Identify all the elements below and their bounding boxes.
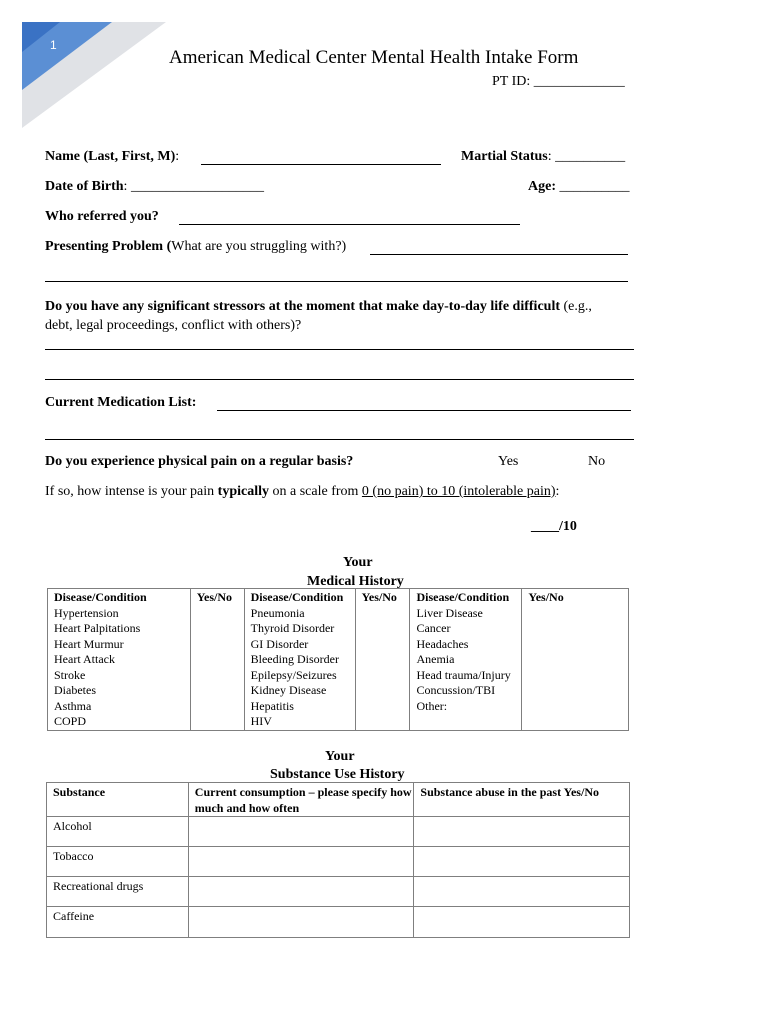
condition-item: Heart Murmur xyxy=(54,636,124,651)
medical-yesno1-cell[interactable] xyxy=(190,589,244,731)
marital-row xyxy=(461,149,625,165)
stressors-question xyxy=(45,299,592,315)
pt-id-label: PT ID: xyxy=(492,74,534,89)
medical-history-heading-line2: Medical History xyxy=(307,574,404,589)
age-label: Age: xyxy=(528,179,560,194)
substance-row-label: Tobacco xyxy=(47,847,189,877)
condition-item[interactable]: Other: xyxy=(416,698,448,713)
yesno2-header: Yes/No xyxy=(361,590,397,604)
current-consumption-cell[interactable] xyxy=(188,907,414,938)
condition-item: Head trauma/Injury xyxy=(416,667,511,682)
name-row xyxy=(45,149,179,165)
pt-id-field[interactable] xyxy=(492,74,625,90)
medical-col3-cell xyxy=(410,589,522,731)
medication-label: Current Medication List: xyxy=(45,395,197,410)
condition-item: Hypertension xyxy=(54,605,119,620)
substance-row-label: Recreational drugs xyxy=(47,877,189,907)
stressors-examples: debt, legal proceedings, conflict with others)? xyxy=(45,318,302,333)
condition-item: HIV xyxy=(250,714,272,728)
name-colon: : xyxy=(175,149,180,164)
condition-item: Anemia xyxy=(416,652,455,666)
yesno1-header: Yes/No xyxy=(196,590,233,604)
name-input-line[interactable] xyxy=(201,164,441,165)
condition-item: Epilepsy/Seizures xyxy=(250,667,337,682)
dob-row xyxy=(45,179,264,195)
past-abuse-cell[interactable] xyxy=(414,877,630,907)
medical-col1-cell xyxy=(48,589,191,731)
pain-scale-text xyxy=(45,484,559,500)
medical-col2-cell xyxy=(244,589,355,731)
substance-header: Substance xyxy=(47,783,189,817)
dob-colon: : xyxy=(123,179,131,194)
marital-colon: : xyxy=(547,149,556,164)
pt-id-blank[interactable]: _____________ xyxy=(533,74,625,89)
stressors-input-line-1[interactable] xyxy=(45,349,634,350)
pain-rating-blank[interactable]: ____/10 xyxy=(531,519,577,534)
corner-decoration xyxy=(0,0,170,130)
past-abuse-cell[interactable] xyxy=(414,907,630,938)
referred-input-line[interactable] xyxy=(179,224,520,225)
past-abuse-header: Substance abuse in the past Yes/No xyxy=(414,783,630,817)
pain-yes-option[interactable]: Yes xyxy=(498,454,519,469)
name-label: Name (Last, First, M) xyxy=(45,149,176,164)
medical-yesno3-cell[interactable] xyxy=(522,589,629,731)
marital-label: Martial Status xyxy=(461,149,548,164)
condition-item: Liver Disease xyxy=(416,605,483,620)
condition-item: COPD xyxy=(54,714,87,728)
condition-item: Heart Palpitations xyxy=(54,621,141,635)
pain-question: Do you experience physical pain on a regular basis? xyxy=(45,454,354,469)
stressors-bold: Do you have any significant stressors at the moment that make day-to-day life difficult xyxy=(45,299,560,314)
current-consumption-cell[interactable] xyxy=(188,847,414,877)
condition-item: Headaches xyxy=(416,636,469,651)
age-row xyxy=(528,179,630,195)
current-consumption-header: Current consumption – please specify how much and how often xyxy=(188,783,414,817)
pain-scale-end: : xyxy=(555,484,560,499)
presenting-input-line-1[interactable] xyxy=(370,254,628,255)
pain-scale-bold: typically xyxy=(217,484,269,499)
age-blank[interactable]: __________ xyxy=(559,179,630,194)
condition-item: Hepatitis xyxy=(250,698,294,713)
form-title: American Medical Center Mental Health Intake Form xyxy=(169,47,579,68)
condition-item: Heart Attack xyxy=(54,652,115,666)
stressors-input-line-2[interactable] xyxy=(45,379,634,380)
pain-scale-pre: If so, how intense is your pain xyxy=(45,484,218,499)
past-abuse-cell[interactable] xyxy=(414,817,630,847)
presenting-hint: What are you struggling with?) xyxy=(171,239,347,254)
substance-table xyxy=(46,782,630,938)
medical-history-heading-line1: Your xyxy=(343,555,373,570)
substance-row-label: Alcohol xyxy=(47,817,189,847)
referred-label: Who referred you? xyxy=(45,209,159,224)
presenting-label: Presenting Problem ( xyxy=(45,239,172,254)
yesno3-header: Yes/No xyxy=(528,590,564,604)
col1-header: Disease/Condition xyxy=(54,590,147,604)
current-consumption-cell[interactable] xyxy=(188,817,414,847)
condition-item: Asthma xyxy=(54,698,92,713)
dob-blank[interactable]: ___________________ xyxy=(130,179,264,194)
col3-header: Disease/Condition xyxy=(416,590,510,604)
substance-heading-line2: Substance Use History xyxy=(270,767,405,782)
marital-blank[interactable]: __________ xyxy=(555,149,626,164)
condition-item: Diabetes xyxy=(54,683,96,697)
pain-scale-mid: on a scale from xyxy=(269,484,362,499)
condition-item: GI Disorder xyxy=(250,636,309,651)
pain-no-option[interactable]: No xyxy=(588,454,606,469)
pain-scale-range: 0 (no pain) to 10 (intolerable pain) xyxy=(361,484,556,499)
condition-item: Thyroid Disorder xyxy=(250,621,335,635)
condition-item: Kidney Disease xyxy=(250,683,327,697)
condition-item: Pneumonia xyxy=(250,605,305,620)
substance-heading-line1: Your xyxy=(325,749,355,764)
medical-history-table xyxy=(47,588,629,731)
current-consumption-cell[interactable] xyxy=(188,877,414,907)
presenting-row xyxy=(45,239,346,255)
condition-item: Stroke xyxy=(54,667,86,682)
past-abuse-cell[interactable] xyxy=(414,847,630,877)
presenting-input-line-2[interactable] xyxy=(45,281,628,282)
stressors-rest: (e.g., xyxy=(560,299,592,314)
medical-yesno2-cell[interactable] xyxy=(355,589,410,731)
page-number: 1 xyxy=(50,38,57,52)
condition-item: Cancer xyxy=(416,621,451,635)
condition-item: Bleeding Disorder xyxy=(250,652,339,666)
dob-label: Date of Birth xyxy=(45,179,124,194)
substance-row-label: Caffeine xyxy=(47,907,189,938)
medication-input-line-2[interactable] xyxy=(45,439,634,440)
medication-input-line-1[interactable] xyxy=(217,410,631,411)
condition-item: Concussion/TBI xyxy=(416,683,496,697)
col2-header: Disease/Condition xyxy=(250,590,344,604)
